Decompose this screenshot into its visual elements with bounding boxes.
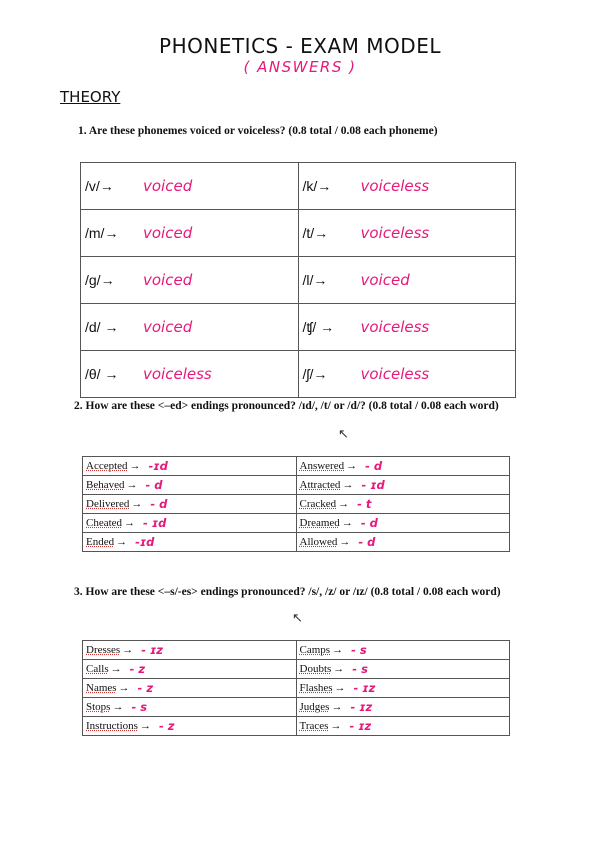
table-row xyxy=(81,351,516,398)
item-label: Answered xyxy=(299,460,345,472)
table-cell xyxy=(296,457,510,476)
item-label: Traces xyxy=(299,720,329,732)
item-label: Attracted xyxy=(299,479,341,491)
item-label: Doubts xyxy=(299,663,332,675)
table-row xyxy=(83,476,510,495)
table-cell xyxy=(83,476,297,495)
handwritten-answer: voiced xyxy=(143,224,193,242)
table-cell xyxy=(83,641,297,660)
table-cell xyxy=(298,210,516,257)
handwritten-answer: voiced xyxy=(143,318,193,336)
handwritten-answer: - ɪz xyxy=(350,700,373,714)
item-label: /ʧ/ → xyxy=(302,319,335,335)
table-cell xyxy=(296,698,509,717)
table-row xyxy=(81,257,516,304)
arrow-icon: → xyxy=(122,644,134,656)
item-label: Names xyxy=(86,682,117,694)
arrow-icon: → xyxy=(334,682,346,694)
handwritten-answer: - ɪz xyxy=(349,719,372,733)
arrow-icon: → xyxy=(110,663,122,675)
item-label: /θ/ → xyxy=(85,366,119,382)
table-row xyxy=(83,679,510,698)
table-cell xyxy=(83,495,297,514)
handwritten-answer: - z xyxy=(129,662,146,676)
table-cell xyxy=(81,257,299,304)
table-cell xyxy=(298,257,516,304)
table-cell xyxy=(296,514,510,533)
table-cell xyxy=(298,163,516,210)
table-cell xyxy=(298,351,516,398)
table-row xyxy=(83,641,510,660)
item-label: Dreamed xyxy=(299,517,340,529)
table-row xyxy=(83,717,510,736)
handwritten-answer: - z xyxy=(158,719,175,733)
table-row xyxy=(83,495,510,514)
handwritten-answer: - d xyxy=(358,535,376,549)
handwritten-answer: - z xyxy=(137,681,154,695)
table-cell xyxy=(298,304,516,351)
handwritten-answer: voiceless xyxy=(143,365,212,383)
item-label: /l/→ xyxy=(302,272,328,288)
arrow-icon: → xyxy=(131,498,143,510)
table-row xyxy=(83,457,510,476)
item-label: Cheated xyxy=(86,517,123,529)
table-cell xyxy=(296,476,510,495)
handwritten-answer: - d xyxy=(145,478,163,492)
arrow-icon: → xyxy=(118,682,130,694)
cursor-icon: ↖ xyxy=(338,426,349,441)
section-heading-theory: THEORY xyxy=(60,88,121,106)
item-label: Stops xyxy=(86,701,111,713)
table-cell xyxy=(296,679,509,698)
table-cell xyxy=(81,304,299,351)
table-cell xyxy=(296,533,510,552)
handwritten-answer: -ɪd xyxy=(135,535,155,549)
item-label: Accepted xyxy=(86,460,128,472)
table-cell xyxy=(81,163,299,210)
item-label: Dresses xyxy=(86,644,121,656)
table-cell xyxy=(296,660,509,679)
table-cell xyxy=(83,717,297,736)
handwritten-answer: voiced xyxy=(143,271,193,289)
handwritten-answer: - ɪz xyxy=(353,681,376,695)
handwritten-answer: voiceless xyxy=(360,224,430,242)
item-label: /ʃ/→ xyxy=(302,366,328,382)
item-label: /g/→ xyxy=(85,272,115,288)
arrow-icon: → xyxy=(124,517,136,529)
table-cell xyxy=(83,514,297,533)
table-cell xyxy=(83,679,297,698)
handwritten-answer: voiceless xyxy=(360,177,430,195)
item-label: /v/→ xyxy=(85,178,114,194)
item-label: /t/→ xyxy=(302,225,329,241)
item-label: Camps xyxy=(299,644,331,656)
handwritten-answer: -ɪd xyxy=(148,459,168,473)
handwritten-answer: voiced xyxy=(360,271,410,289)
table-row xyxy=(83,660,510,679)
answers-subtitle: ( ANSWERS ) xyxy=(243,58,357,76)
item-label: Flashes xyxy=(299,682,333,694)
arrow-icon: → xyxy=(129,460,141,472)
item-label: Cracked xyxy=(299,498,337,510)
arrow-icon: → xyxy=(338,498,350,510)
handwritten-answer: - s xyxy=(352,662,368,676)
handwritten-answer: - ɪd xyxy=(361,478,385,492)
table-cell xyxy=(296,641,509,660)
item-label: Allowed xyxy=(299,536,338,548)
cursor-icon: ↖ xyxy=(292,610,303,625)
item-label: Behaved xyxy=(86,479,125,491)
arrow-icon: → xyxy=(333,663,345,675)
handwritten-answer: - ɪz xyxy=(141,643,163,657)
s-endings-table xyxy=(82,640,510,736)
handwritten-answer: - d xyxy=(365,459,383,473)
arrow-icon: → xyxy=(330,720,342,732)
arrow-icon: → xyxy=(342,479,354,491)
table-row xyxy=(83,533,510,552)
table-cell xyxy=(81,351,299,398)
item-label: Instructions xyxy=(86,720,138,732)
phoneme-table xyxy=(80,162,516,398)
arrow-icon: → xyxy=(332,644,344,656)
arrow-icon: → xyxy=(116,536,128,548)
question-3: 3. How are these <–s/-es> endings pronounced? /s/, /z/ or /ɪz/ (0.8 total / 0.08 each word) xyxy=(74,586,501,598)
arrow-icon: → xyxy=(346,460,358,472)
arrow-icon: → xyxy=(339,536,351,548)
table-row xyxy=(83,698,510,717)
table-row xyxy=(83,514,510,533)
item-label: /m/→ xyxy=(85,225,119,241)
item-label: Delivered xyxy=(86,498,130,510)
table-cell xyxy=(296,495,510,514)
handwritten-answer: - d xyxy=(360,516,378,530)
arrow-icon: → xyxy=(112,701,124,713)
ed-endings-table xyxy=(82,456,510,552)
handwritten-answer: - s xyxy=(351,643,367,657)
handwritten-answer: voiceless xyxy=(360,365,430,383)
handwritten-answer: - s xyxy=(131,700,148,714)
question-2: 2. How are these <–ed> endings pronounced? /ɪd/, /t/ or /d/? (0.8 total / 0.08 each word) xyxy=(74,400,499,412)
table-row xyxy=(81,163,516,210)
table-cell xyxy=(81,210,299,257)
table-cell xyxy=(296,717,509,736)
arrow-icon: → xyxy=(341,517,353,529)
table-row xyxy=(81,210,516,257)
table-row xyxy=(81,304,516,351)
handwritten-answer: voiceless xyxy=(360,318,430,336)
table-cell xyxy=(83,533,297,552)
handwritten-answer: - ɪd xyxy=(143,516,167,530)
item-label: Calls xyxy=(86,663,109,675)
page-title: PHONETICS - EXAM MODEL xyxy=(159,34,441,58)
arrow-icon: → xyxy=(331,701,343,713)
item-label: /k/→ xyxy=(302,178,332,194)
item-label: /d/ → xyxy=(85,319,119,335)
item-label: Judges xyxy=(299,701,330,713)
handwritten-answer: - t xyxy=(357,497,372,511)
handwritten-answer: voiced xyxy=(143,177,193,195)
table-cell xyxy=(83,660,297,679)
arrow-icon: → xyxy=(139,720,151,732)
question-1: 1. Are these phonemes voiced or voiceless? (0.8 total / 0.08 each phoneme) xyxy=(78,125,438,137)
item-label: Ended xyxy=(86,536,115,548)
table-cell xyxy=(83,698,297,717)
handwritten-answer: - d xyxy=(150,497,168,511)
arrow-icon: → xyxy=(126,479,138,491)
table-cell xyxy=(83,457,297,476)
